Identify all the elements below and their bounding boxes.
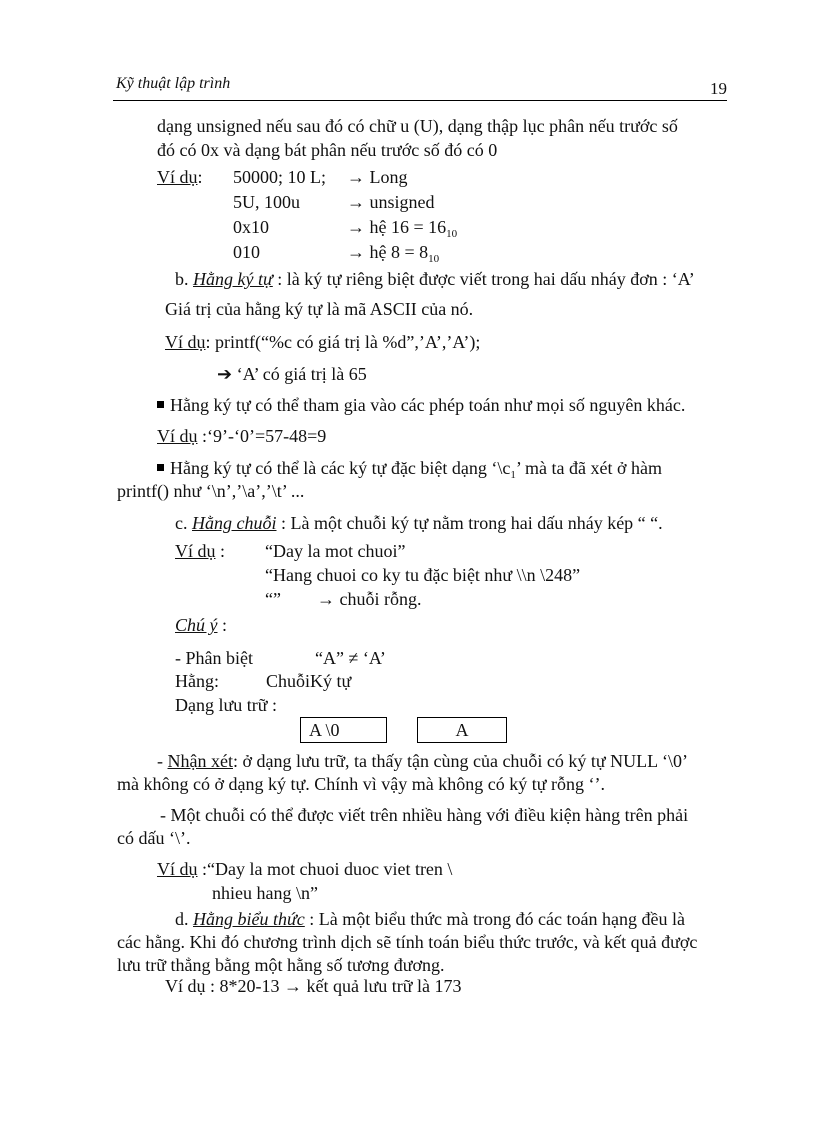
const-label: Hằng: — [175, 671, 219, 691]
bullet-icon — [157, 401, 164, 408]
string-const-example-3: “” — [265, 589, 281, 609]
char-const-example-2: Ví dụ :‘9’-‘0’=57-48=9 — [157, 426, 327, 446]
storage-box-char: A — [417, 717, 507, 743]
ex1-row-4-result: → hệ $8 = 8_{10}$ — [347, 242, 440, 265]
expr-const-line-3: lưu trữ thẳng bằng một hằng số tương đương. — [117, 955, 445, 975]
char-const-bullet-2: Hằng ký tự có thể là các ký tự đặc biệt dạng ‘$\backslash c_1$’ mà ta đã xét ở hàm — [157, 458, 662, 482]
ex1-row-1-value: 50000; 10 L; — [233, 167, 326, 187]
ex1-row-4-value: 010 — [233, 242, 260, 262]
string-const-example-2: “Hang chuoi co ky tu đặc biệt như \\n \248” — [265, 565, 581, 585]
char-const-definition: b. Hằng ký tự : là ký tự riêng biệt được viết trong hai dấu nháy đơn : ‘A’ — [175, 269, 695, 289]
distinguish-label: - Phân biệt — [175, 648, 253, 668]
distinguish-value: “A” ≠ ‘A’ — [315, 648, 386, 668]
ex1-row-3-value: 0x10 — [233, 217, 269, 237]
ex1-row-1-result: → Long — [347, 167, 408, 187]
remark-line-1: - Nhận xét: ở dạng lưu trữ, ta thấy tận cùng của chuỗi có ký tự NULL ‘\0’ — [157, 751, 688, 771]
ex1-label: Ví dụ: — [157, 167, 203, 187]
string-const-example-1: “Day la mot chuoi” — [265, 541, 406, 561]
char-const-example-result: ➔ ‘A’ có giá trị là 65 — [217, 364, 367, 384]
storage-box-string: A \0 — [300, 717, 387, 743]
example-4-line-1: Ví dụ :“Day la mot chuoi duoc viet tren \ — [157, 859, 453, 879]
intro-line-2: đó có 0x và dạng bát phân nếu trước số đó có 0 — [157, 140, 498, 160]
char-const-bullet-1: Hằng ký tự có thể tham gia vào các phép toán như mọi số nguyên khác. — [157, 395, 685, 416]
running-header-title: Kỹ thuật lập trình — [116, 75, 231, 92]
string-const-example-label: Ví dụ : — [175, 541, 226, 561]
ex1-row-2-result: → unsigned — [347, 192, 435, 212]
remark-line-2: mà không có ở dạng ký tự. Chính vì vậy mà không có ký tự rỗng ‘’. — [117, 774, 605, 794]
intro-line-1: dạng unsigned nếu sau đó có chữ u (U), dạng thập lục phân nếu trước số — [157, 116, 678, 136]
page-number: 19 — [710, 79, 727, 98]
multiline-line-1: - Một chuỗi có thể được viết trên nhiều hàng với điều kiện hàng trên phải — [160, 805, 689, 825]
expr-const-line-2: các hằng. Khi đó chương trình dịch sẽ tính toán biểu thức trước, và kết quả được — [117, 932, 698, 952]
storage-label: Dạng lưu trữ : — [175, 695, 277, 715]
multiline-line-2: có dấu ‘\’. — [117, 828, 191, 848]
const-string-label: ChuỗiKý tự — [266, 671, 352, 691]
string-const-example-3-result: → chuỗi rỗng. — [317, 589, 422, 609]
char-const-example: Ví dụ: printf(“%c có giá trị là %d”,’A’,’A’); — [165, 332, 481, 352]
ex1-row-2-value: 5U, 100u — [233, 192, 300, 212]
example-4-line-2: nhieu hang \n” — [212, 883, 318, 903]
char-const-value-line: Giá trị của hằng ký tự là mã ASCII của nó. — [165, 299, 474, 319]
char-const-bullet-2-line-2: printf() như ‘\n’,’\a’,’\t’ ... — [117, 481, 305, 501]
string-const-definition: c. Hằng chuỗi : Là một chuỗi ký tự nằm trong hai dấu nháy kép “ “. — [175, 513, 663, 533]
note-label: Chú ý : — [175, 615, 228, 635]
ex1-row-3-result: → hệ $16 = 16_{10}$ — [347, 217, 458, 240]
header-rule — [113, 100, 727, 101]
expr-const-definition: d. Hằng biểu thức : Là một biểu thức mà trong đó các toán hạng đều là — [175, 909, 685, 929]
bullet-icon — [157, 464, 164, 471]
expr-const-example: Ví dụ : 8*20-13 → kết quả lưu trữ là 173 — [165, 976, 462, 996]
